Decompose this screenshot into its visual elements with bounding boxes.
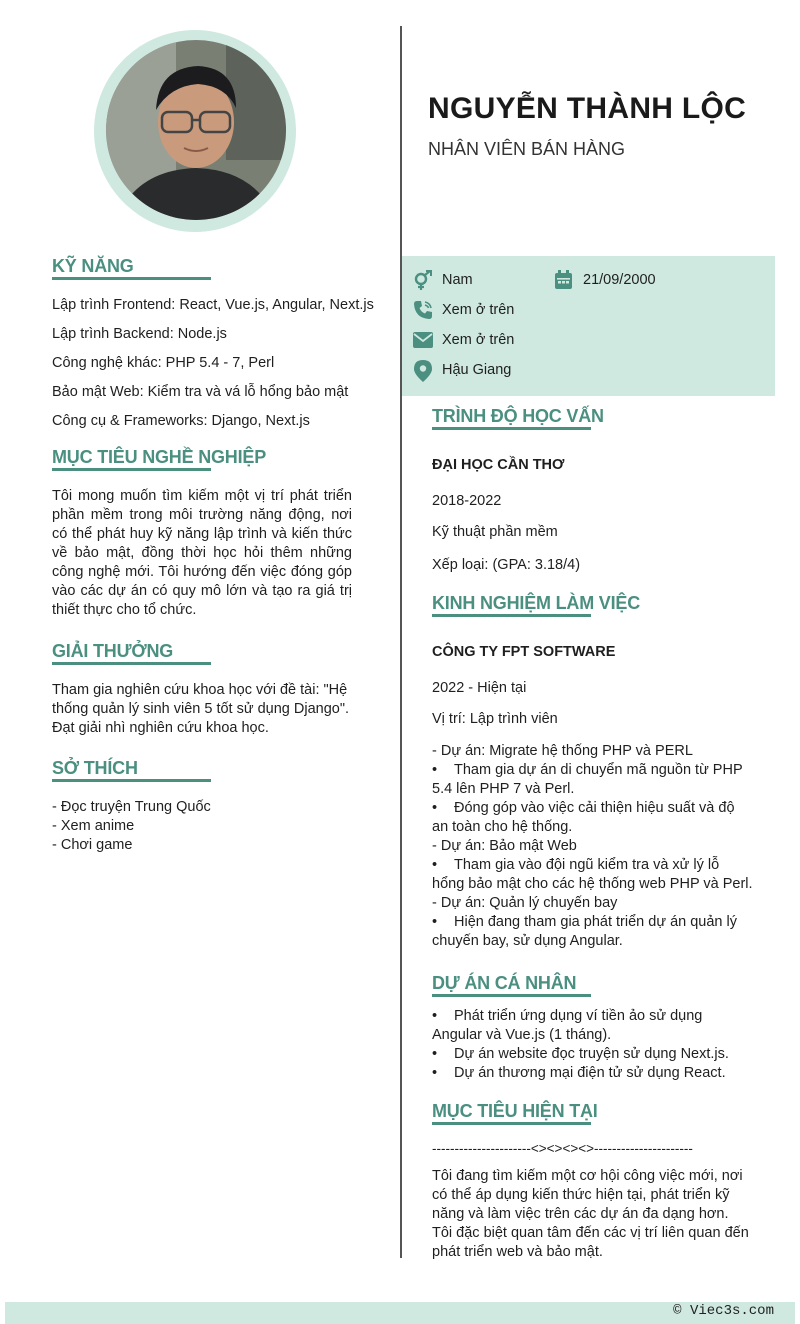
phone-text: Xem ở trên	[442, 302, 515, 318]
project-heading: - Dự án: Quản lý chuyến bay	[432, 895, 618, 911]
skill-item: Công nghệ khác: PHP 5.4 - 7, Perl	[52, 355, 275, 371]
hobbies-title: SỞ THÍCH	[52, 758, 138, 778]
bullet	[432, 857, 454, 873]
career-goal-title: MỤC TIÊU NGHỀ NGHIỆP	[52, 447, 267, 467]
bullet-text: Đóng góp vào việc cải thiện hiệu suất và độ an toàn cho hệ thống.	[432, 800, 735, 835]
separator-line: ----------------------<><><><>----------------------	[432, 1141, 693, 1156]
hobby-item: - Chơi game	[52, 837, 133, 853]
education-period: 2018-2022	[432, 493, 502, 509]
bullet	[432, 1046, 454, 1062]
project-bullet	[432, 799, 754, 837]
candidate-name: NGUYỄN THÀNH LỘC	[428, 92, 747, 125]
project-item	[432, 1007, 754, 1045]
project-item-text: Phát triển ứng dụng ví tiền ảo sử dụng Angular và Vue.js (1 tháng).	[432, 1008, 703, 1043]
experience-details	[432, 742, 754, 951]
footer-credit: © Viec3s.com	[673, 1303, 774, 1319]
project-heading: - Dự án: Migrate hệ thống PHP và PERL	[432, 743, 693, 759]
current-goal-underline	[432, 1122, 591, 1125]
experience-position: Vị trí: Lập trình viên	[432, 711, 558, 727]
projects-title: DỰ ÁN CÁ NHÂN	[432, 973, 577, 993]
bullet	[432, 914, 454, 930]
skill-item: Bảo mật Web: Kiểm tra và vá lỗ hổng bảo mật	[52, 384, 349, 400]
awards-underline	[52, 662, 211, 665]
column-divider	[400, 26, 402, 1258]
bullet	[432, 1008, 454, 1024]
current-goal-text: Tôi đang tìm kiếm một cơ hội công việc mới, nơi có thể áp dụng kiến thức hiện tại, phát triển kỹ năng và làm việc trên các dự án đa dạng hơn. Tôi đặc biệt quan tâm đến các vị trí liên quan đến phát triển web và bảo mật.	[432, 1168, 749, 1260]
avatar	[106, 40, 286, 220]
bullet	[432, 762, 454, 778]
hobby-item: - Xem anime	[52, 818, 135, 834]
avatar-photo	[106, 40, 286, 220]
address-text: Hậu Giang	[442, 362, 512, 378]
award-item: Tham gia nghiên cứu khoa học với đề tài: "Hệ thống quản lý sinh viên 5 tốt sử dụng Django".	[52, 682, 349, 717]
education-underline	[432, 427, 591, 430]
gender-text: Nam	[442, 272, 473, 288]
phone-icon	[413, 300, 433, 320]
projects-list	[432, 1007, 754, 1083]
hobby-item: - Đọc truyện Trung Quốc	[52, 799, 211, 815]
education-grade: Xếp loại: (GPA: 3.18/4)	[432, 557, 581, 573]
project-bullet	[432, 913, 754, 951]
current-goal-title: MỤC TIÊU HIỆN TẠI	[432, 1101, 598, 1121]
skills-title: KỸ NĂNG	[52, 256, 134, 276]
project-item	[432, 1045, 754, 1064]
project-heading: - Dự án: Bảo mật Web	[432, 838, 577, 854]
project-item	[432, 1064, 754, 1083]
bullet-text: Tham gia dự án di chuyển mã nguồn từ PHP 5.4 lên PHP 7 và Perl.	[432, 762, 743, 797]
award-item: Đạt giải nhì nghiên cứu khoa học.	[52, 720, 269, 736]
project-bullet	[432, 761, 754, 799]
projects-underline	[432, 994, 591, 997]
project-bullet	[432, 856, 754, 894]
calendar-icon	[554, 270, 573, 290]
experience-period: 2022 - Hiện tại	[432, 680, 527, 696]
career-goal-underline	[52, 468, 211, 471]
skill-item: Lập trình Backend: Node.js	[52, 326, 227, 342]
project-item-text: Dự án website đọc truyện sử dụng Next.js.	[454, 1046, 729, 1062]
bullet	[432, 1065, 454, 1081]
bullet	[432, 800, 454, 816]
skills-underline	[52, 277, 211, 280]
career-goal-text: Tôi mong muốn tìm kiếm một vị trí phát triển phần mềm trong môi trường năng động, nơi có thể phát huy kỹ năng lập trình và kiến thức về bảo mật, đồng thời học hỏi thêm những công nghệ mới. Tôi hướng đến việc đóng góp vào các dự án có quy mô lớn và tạo ra giá trị thiết thực cho tổ chức.	[52, 488, 352, 618]
birthday-text: 21/09/2000	[583, 272, 656, 288]
project-item-text: Dự án thương mại điện tử sử dụng React.	[454, 1065, 726, 1081]
experience-title: KINH NGHIỆM LÀM VIỆC	[432, 593, 641, 613]
gender-icon	[413, 270, 433, 290]
hobbies-underline	[52, 779, 211, 782]
awards-title: GIẢI THƯỞNG	[52, 641, 174, 661]
email-text: Xem ở trên	[442, 332, 515, 348]
job-title: NHÂN VIÊN BÁN HÀNG	[428, 139, 626, 159]
education-major: Kỹ thuật phần mềm	[432, 524, 558, 540]
email-icon	[413, 332, 433, 348]
skill-item: Lập trình Frontend: React, Vue.js, Angular, Next.js	[52, 297, 374, 313]
location-icon	[414, 360, 432, 382]
education-title: TRÌNH ĐỘ HỌC VẤN	[432, 406, 604, 426]
skill-item: Công cụ & Frameworks: Django, Next.js	[52, 413, 310, 429]
bullet-text: Hiện đang tham gia phát triển dự án quản lý chuyến bay, sử dụng Angular.	[432, 914, 737, 949]
experience-underline	[432, 614, 591, 617]
experience-company: CÔNG TY FPT SOFTWARE	[432, 644, 616, 660]
bullet-text: Tham gia vào đội ngũ kiểm tra và xử lý lỗ hổng bảo mật cho các hệ thống web PHP và Perl.	[432, 857, 753, 892]
education-school: ĐẠI HỌC CẦN THƠ	[432, 457, 565, 473]
